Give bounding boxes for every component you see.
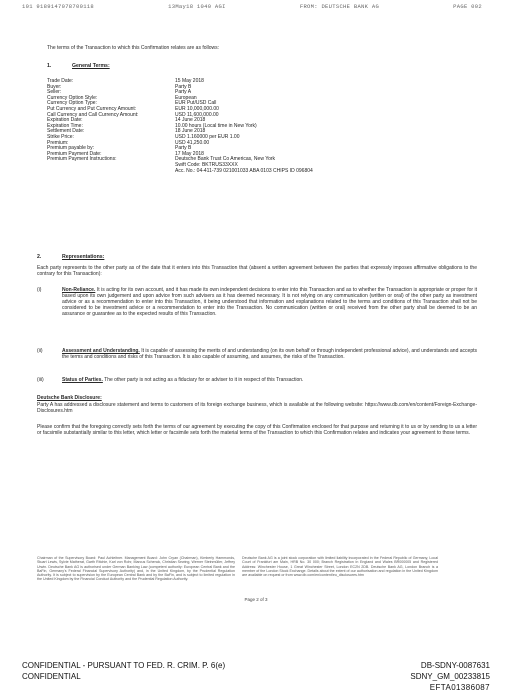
term-value: Party B bbox=[175, 83, 192, 90]
term-value: Deutsche Bank Trust Co Americas, New York bbox=[175, 156, 276, 163]
term-value: Swift Code: BKTRUS33XXX bbox=[175, 161, 238, 168]
rep-2-text: It is capable of assessing the merits of and understanding (on its own behalf or through independent professional advice), and understands and accepts the terms and conditions and risks of this Transaction. It is also capable of assuming, and assumes, the risks of the Transaction. bbox=[62, 348, 478, 361]
rep-2-number: (ii) bbox=[37, 348, 43, 354]
fax-header-page: PAGE 002 bbox=[453, 3, 482, 10]
confidential-label: CONFIDENTIAL bbox=[22, 672, 81, 681]
term-label: Premium: bbox=[47, 139, 69, 146]
term-value: Party A bbox=[175, 89, 192, 96]
term-label: Seller: bbox=[47, 89, 62, 96]
term-value: Party B bbox=[175, 145, 192, 152]
term-label: Currency Option Style: bbox=[47, 94, 98, 101]
term-value: 14 June 2018 bbox=[175, 117, 206, 124]
rep-3-text: The other party is not acting as a fiduciary for or adviser to it in respect of this Transaction. bbox=[104, 377, 304, 383]
footer-left-legal: Chairman of the Supervisory Board: Paul Achleitner. Management Board: John Cryan (Chairman), Kimberly Hammonds, Stuart Lewis, Sylvie Matherat, Garth Ritchie, Karl von Rohr, Marcus Schenck, Christian Sewing, Werner Steinmüller, Jeffrey Urwin. Deutsche Bank AG is authorised under German Banking Law (competent authority: European Central Bank and the BaFin, Germany's Federal Financial Supervisory Authority) and, in the United Kingdom, by the Prudential Regulation Authority. It is subject to supervision by the European Central Bank and by the BaFin, and is subject to limited regulation in the United Kingdom by the Financial Conduct Authority and the Prudential Regulation Authority. bbox=[37, 556, 235, 582]
fax-header-mid: 13May18 1040 AGI bbox=[168, 3, 226, 10]
footer-right-legal: Deutsche Bank AG is a joint stock corporation with limited liability incorporated in the Federal Republic of Germany, Local Court of Frankfurt am Main, HRB No. 30 000; Branch Registration in England and Wales BR000005 and Registered Address: Winchester House, 1 Great Winchester Street, London EC2N 2DB. Deutsche Bank AG, London Branch is a member of the London Stock Exchange. Details about the extent of our authorisation and regulation in the United Kingdom are available on request or from www.db.com/en/content/eu_disclosures.htm bbox=[242, 556, 438, 578]
fax-header bbox=[22, 3, 482, 10]
term-row bbox=[47, 169, 313, 175]
term-value: 15 May 2018 bbox=[175, 78, 204, 84]
term-label: Call Currency and Call Currency Amount: bbox=[47, 111, 139, 118]
fax-header-right: FROM: DEUTSCHE BANK AG bbox=[299, 3, 380, 10]
rep-3 bbox=[62, 377, 477, 383]
page-number: Page 2 of 3 bbox=[244, 597, 268, 602]
bates-number-1: DB-SDNY-0087631 bbox=[420, 661, 490, 670]
rep-2 bbox=[62, 348, 477, 360]
term-value: 10.00 hours (Local time in New York) bbox=[175, 122, 257, 129]
rep-1-text: It is acting for its own account, and it has made its own independent decisions to enter into this Transaction and as to whether the Transaction is appropriate or proper for it based upon its own judgement and upon advice from such advisers as it has deemed necessary. It is not relying on any communication (written or oral) of the other party as investment advice or as a recommendation to enter into this Transaction, it being understood that information and explanations related to the terms and conditions of this Transaction shall not be considered to be investment advice or a recommendation to enter into the Transaction. No communication (written or oral) received from the other party shall be deemed to be an assurance or guarantee as to the expected results of this Transaction. bbox=[62, 287, 478, 318]
term-value: 18 June 2018 bbox=[175, 128, 206, 135]
bates-number-3: EFTA01386087 bbox=[429, 683, 490, 692]
section-2-title: Representations: bbox=[62, 254, 105, 260]
confirmation-request: Please confirm that the foregoing correctly sets forth the terms of our agreement by executing the copy of this Confirmation enclosed for that purpose and returning it to us or by sending to us a letter or facsimile substantially similar to this letter, which letter or facsimile sets forth the material terms of the Transaction to which this Confirmation relates and indicates your agreement to those terms. bbox=[37, 424, 477, 437]
term-value: European bbox=[175, 94, 197, 101]
disclosure-heading: Deutsche Bank Disclosure: bbox=[37, 395, 102, 401]
section-2-number: 2. bbox=[37, 254, 42, 260]
term-label: Expiration Date: bbox=[47, 117, 83, 124]
rep-1-number: (i) bbox=[37, 287, 42, 293]
term-label: Settlement Date: bbox=[47, 128, 85, 135]
rep-1-title: Non-Reliance. bbox=[62, 287, 96, 293]
term-value: Acc. No.: 04-411-739 021001033 ABA 0103 CHIPS ID 096804 bbox=[175, 167, 313, 174]
term-value: 17 May 2018 bbox=[175, 150, 204, 157]
rep-3-number: (iii) bbox=[37, 377, 44, 383]
term-label: Premium Payment Instructions: bbox=[47, 156, 117, 163]
term-label: Buyer: bbox=[47, 83, 62, 90]
term-label: Premium Payment Date: bbox=[47, 150, 102, 157]
term-value: USD 11,600,000.00 bbox=[175, 111, 219, 118]
fax-header-left: 101 9189147078700118 bbox=[22, 3, 95, 10]
term-value: USD 1.160000 per EUR 1.00 bbox=[175, 133, 240, 140]
rep-2-title: Assessment and Understanding. bbox=[62, 348, 140, 354]
intro-text: The terms of the Transaction to which this Confirmation relates are as follows: bbox=[47, 45, 220, 51]
term-label: Put Currency and Put Currency Amount: bbox=[47, 105, 137, 112]
section-1-number: 1. bbox=[47, 63, 52, 69]
section-1-title: General Terms: bbox=[72, 63, 110, 69]
bates-number-2: SDNY_GM_00233815 bbox=[410, 672, 490, 681]
term-label bbox=[47, 169, 175, 175]
term-label: Premium payable by: bbox=[47, 145, 94, 152]
term-value: EUR Put/USD Call bbox=[175, 100, 217, 107]
general-terms-table bbox=[47, 79, 313, 174]
term-label: Currency Option Type: bbox=[47, 100, 97, 107]
disclosure-text: Party A has addressed a disclosure statement and terms to customers of its foreign exchange business, which is available at the following website: https://www.db.com/en/content/Foreign-Exchange-Disclosures.htm bbox=[37, 402, 477, 415]
rep-3-title: Status of Parties. bbox=[62, 377, 103, 383]
rep-1 bbox=[62, 287, 477, 317]
section-2-intro: Each party represents to the other party as of the date that it enters into this Transaction that (absent a written agreement between the parties that expressly imposes affirmative obligations to the contrary for this Transaction): bbox=[37, 265, 477, 278]
term-label: Trade Date: bbox=[47, 78, 74, 84]
term-label: Strike Price: bbox=[47, 133, 74, 140]
confidential-legend: CONFIDENTIAL - PURSUANT TO FED. R. CRIM. P. 6(e) bbox=[22, 661, 226, 670]
term-value: USD 41,250.00 bbox=[175, 139, 210, 146]
term-label: Expiration Time: bbox=[47, 122, 83, 129]
term-value: EUR 10,000,000.00 bbox=[175, 105, 219, 112]
